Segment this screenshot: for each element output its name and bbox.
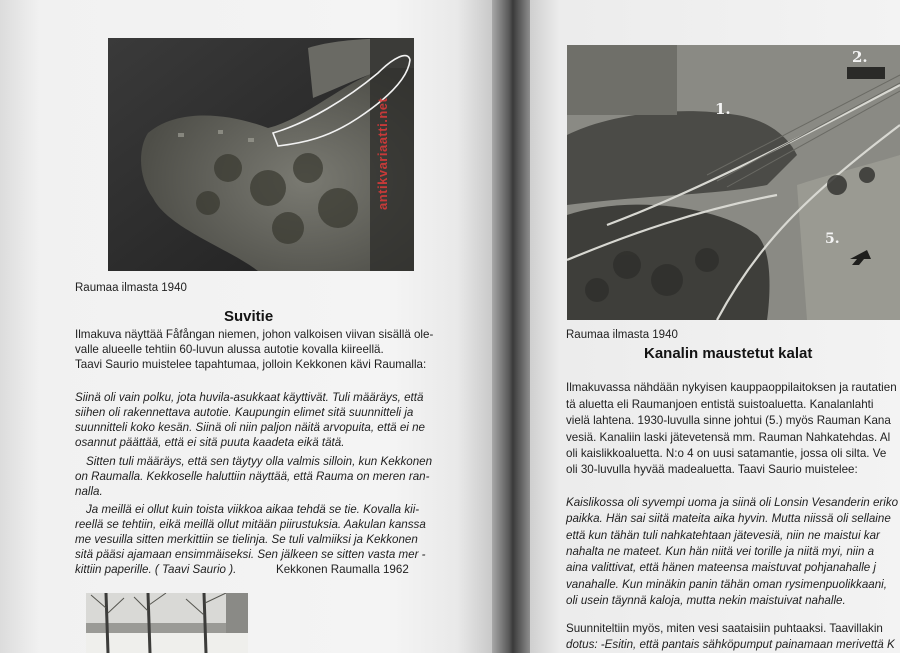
quote-line: oli usein täynnä kaloja, mutta nekin maistuivat nahalle. <box>566 594 846 607</box>
right-page <box>530 0 900 653</box>
quote-line: nahalta ne mateet. Kun hän niitä vei torille ja niitä myi, niin a <box>566 545 875 558</box>
quote-line: Siinä oli vain polku, jota huvila-asukkaat käyttivät. Tuli määräys, että <box>75 391 424 404</box>
quote-line: aina valittivat, että hänen mateensa maistuvat pohjanahalle j <box>566 561 877 574</box>
quote-line: osannut päättää, että ei sitä puuta kaadeta eikä tätä. <box>75 436 345 449</box>
quote-line: sitä pääsi ajamaan ensimmäiseksi. Sen jälkeen se sitten vasta mer - <box>75 548 426 561</box>
photo-label-5: 5. <box>825 231 840 247</box>
photo-label-2: 2. <box>852 48 868 66</box>
quote-line: nalla. <box>75 485 103 498</box>
photo-label-1: 1. <box>715 100 731 118</box>
quote-line: on Raumalla. Kekkoselle haluttiin näyttää, että Rauma on meren ran- <box>75 470 430 483</box>
body-line: oli kaislikkoaluetta. N:o 4 on uusi satamantie, jossa oli silta. Ve <box>566 447 887 460</box>
body-line: oli 30-luvulla hyvää madealuetta. Taavi Saurio muistelee: <box>566 463 858 476</box>
quote-line: me vesuilla sitten merkittiin se tielinja. Se tuli valmiiksi ja Kekkonen <box>75 533 418 546</box>
body-line: vielä lahtena. 1930-luvulla sinne johtui (5.) myös Rauman Kana <box>566 414 891 427</box>
quote-line: paikka. Hän sai siitä mateita aika hyvin. Mutta niissä oli sellaine <box>566 512 891 525</box>
intro-line: valle alueelle tehtiin 60-luvun alussa autotie kovalla kiireellä. <box>75 343 384 356</box>
body-line: vesiä. Kanaliin laski jätevetensä mm. Rauman Nahkatehdas. Al <box>566 431 891 444</box>
winter-trees-photo <box>86 593 248 653</box>
right-photo-caption: Raumaa ilmasta 1940 <box>566 329 678 341</box>
quote-line: että kun tähän tuli nahkatehtaan jätevesiä, niin ne maistui kar <box>566 529 880 542</box>
quote-line: Sitten tuli määräys, että sen täytyy olla valmis silloin, kun Kekkonen <box>86 455 433 468</box>
quote-line: siihen oli rakennettava autotie. Kaupungin elimet sitä suunnitteli ja <box>75 406 414 419</box>
watermark: antikvariaatti.net <box>375 97 390 210</box>
quote-line: kittiin paperille. ( Taavi Saurio ). <box>75 563 237 576</box>
aerial-photo-kanali <box>567 45 900 320</box>
left-photo-caption: Raumaa ilmasta 1940 <box>75 282 187 294</box>
right-heading: Kanalin maustetut kalat <box>644 345 813 362</box>
tail-line: dotus: -Esitin, että pantais sähköpumput painamaan merivettä K <box>566 638 895 651</box>
quote-line: Kaislikossa oli syvempi uoma ja siinä oli Lonsin Vesanderin eriko <box>566 496 899 509</box>
intro-line: Taavi Saurio muistelee tapahtumaa, jolloin Kekkonen kävi Raumalla: <box>75 358 427 371</box>
body-line: tä aluetta eli Raumanjoen entistä suistoaluetta. Kanalanlahti <box>566 398 874 411</box>
book-gutter <box>492 0 530 653</box>
left-heading: Suvitie <box>224 308 274 325</box>
quote-line: Ja meillä ei ollut kuin toista viikkoa aikaa tehdä se tie. Kovalla kii- <box>86 503 420 516</box>
aerial-photo-fafangan <box>108 38 414 271</box>
second-photo-caption: Kekkonen Raumalla 1962 <box>276 563 409 576</box>
tail-line: Suunniteltiin myös, miten vesi saataisiin puhtaaksi. Taavillakin <box>566 622 883 635</box>
quote-line: reellä se tehtiin, eikä meillä ollut mitään piirustuksia. Aakulan kanssa <box>75 518 426 531</box>
quote-line: vanahalle. Kun minäkin panin tähän oman rysimenpuolikkaani, <box>566 578 887 591</box>
intro-line: Ilmakuva näyttää Fåfångan niemen, johon valkoisen viivan sisällä ole- <box>75 328 434 341</box>
quote-line: suunnitteli koko kesän. Siinä oli niin paljon näitä arvopuita, että ei ne <box>75 421 425 434</box>
body-line: Ilmakuvassa nähdään nykyisen kauppaoppilaitoksen ja rautatien <box>566 381 897 394</box>
